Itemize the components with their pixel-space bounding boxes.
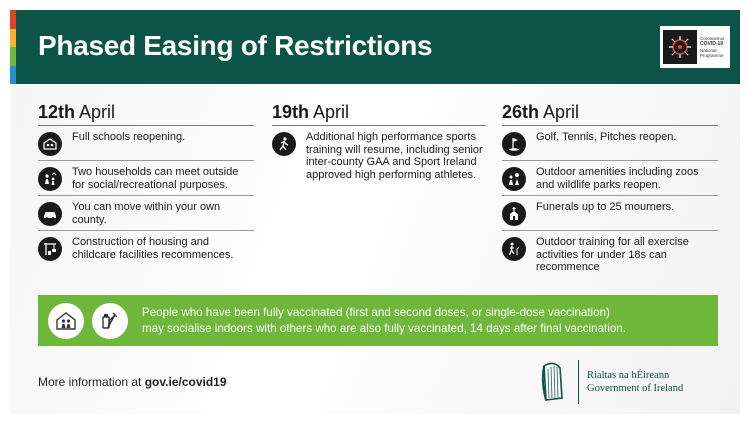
more-info-text: More information at gov.ie/covid19 xyxy=(38,375,227,389)
list-item: Additional high performance sports training will resume, including senior inter-county GAA and Sport Ireland approved high performing athletes. xyxy=(272,126,486,185)
list-item: Construction of housing and childcare facilities recommences. xyxy=(38,231,254,265)
list-item: Funerals up to 25 mourners. xyxy=(502,196,718,231)
school-icon xyxy=(38,132,62,156)
covid-programme-logo xyxy=(660,26,730,68)
infographic xyxy=(10,10,740,414)
vaccination-banner xyxy=(38,295,718,346)
more-info-link[interactable]: gov.ie/covid19 xyxy=(144,375,227,389)
virus-icon xyxy=(663,30,697,64)
church-icon xyxy=(502,202,526,226)
outdoor-amenities-icon xyxy=(502,167,526,191)
construction-icon xyxy=(38,237,62,261)
government-logo xyxy=(538,360,683,404)
banner-text: People who have been fully vaccinated (first and second doses, or single-dose vaccination) may socialise indoors with others who are also fully vaccinated, 14 days after final vaccination. xyxy=(142,305,626,335)
outdoor-training-icon xyxy=(502,237,526,261)
column-heading: 26th April xyxy=(502,102,718,126)
harp-icon xyxy=(538,360,568,404)
logo-text: Coronavirus COVID-19 National Programme xyxy=(700,35,725,58)
column-19th-april xyxy=(272,102,486,185)
list-item: You can move within your own county. xyxy=(38,196,254,231)
list-item: Outdoor amenities including zoos and wildlife parks reopen. xyxy=(502,161,718,196)
government-name: Rialtas na hÉireann Government of Ireland xyxy=(587,370,684,394)
sports-training-icon xyxy=(272,132,296,156)
household-icon xyxy=(38,167,62,191)
vaccine-icon xyxy=(92,303,128,339)
home-people-icon xyxy=(48,303,84,339)
list-item: Full schools reopening. xyxy=(38,126,254,161)
golf-icon xyxy=(502,132,526,156)
column-26th-april xyxy=(502,102,718,278)
column-heading: 12th April xyxy=(38,102,254,126)
column-heading: 19th April xyxy=(272,102,486,126)
column-12th-april xyxy=(38,102,254,265)
color-stripes xyxy=(10,10,16,84)
list-item: Two households can meet outside for social/recreational purposes. xyxy=(38,161,254,196)
header-bar xyxy=(10,10,740,84)
page-title: Phased Easing of Restrictions xyxy=(38,30,433,61)
list-item: Outdoor training for all exercise activities for under 18s can recommence xyxy=(502,231,718,278)
divider xyxy=(578,360,579,404)
car-icon xyxy=(38,202,62,226)
list-item: Golf, Tennis, Pitches reopen. xyxy=(502,126,718,161)
